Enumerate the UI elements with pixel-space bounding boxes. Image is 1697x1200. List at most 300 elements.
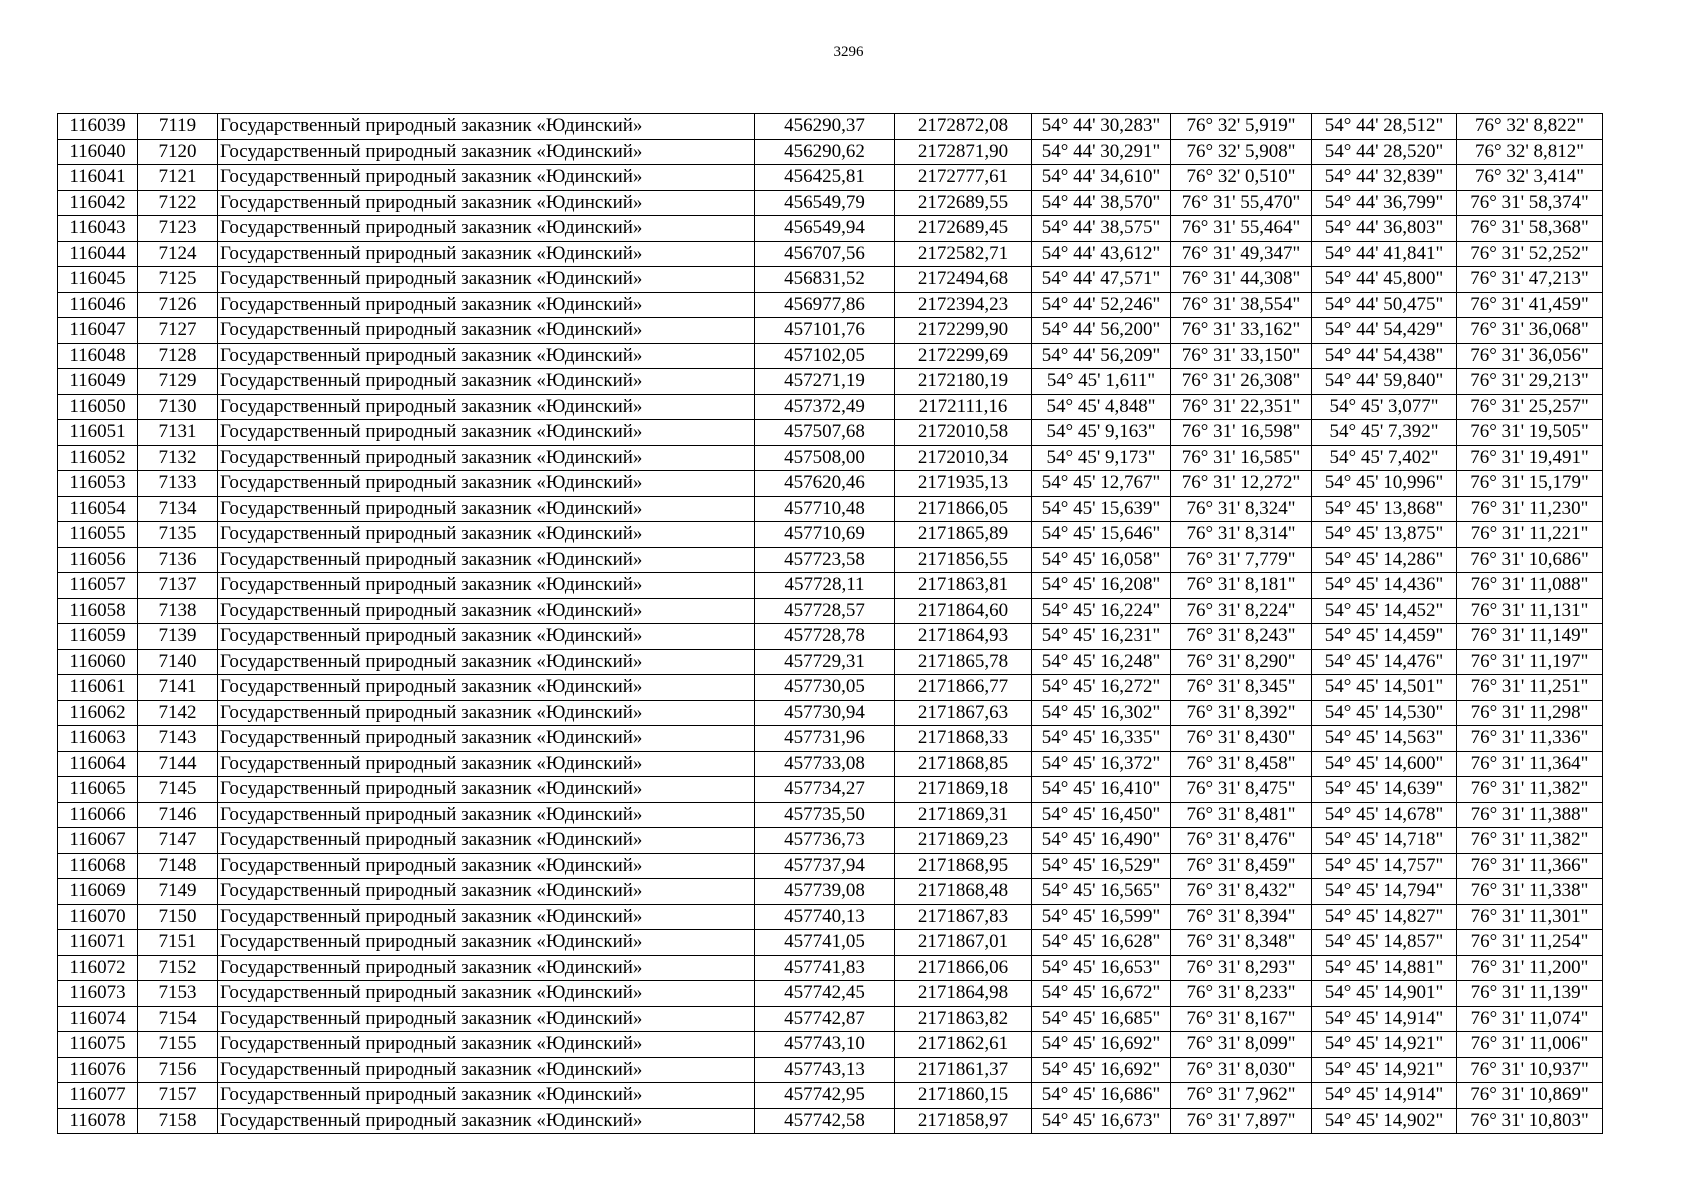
x-coordinate-cell: 456977,86 (755, 292, 895, 318)
row-id-cell: 116057 (58, 573, 138, 599)
longitude-2-cell: 76° 31' 19,505" (1457, 420, 1603, 446)
x-coordinate-cell: 457740,13 (755, 904, 895, 930)
row-id-cell: 116069 (58, 879, 138, 905)
object-name-cell: Государственный природный заказник «Юдинский» (218, 190, 755, 216)
point-number-cell: 7155 (138, 1032, 218, 1058)
row-id-cell: 116039 (58, 114, 138, 140)
y-coordinate-cell: 2171868,85 (895, 751, 1032, 777)
longitude-2-cell: 76° 31' 11,006" (1457, 1032, 1603, 1058)
latitude-2-cell: 54° 44' 32,839" (1312, 165, 1457, 191)
row-id-cell: 116049 (58, 369, 138, 395)
x-coordinate-cell: 457731,96 (755, 726, 895, 752)
latitude-2-cell: 54° 45' 14,600" (1312, 751, 1457, 777)
row-id-cell: 116078 (58, 1108, 138, 1134)
longitude-1-cell: 76° 31' 8,476" (1171, 828, 1312, 854)
object-name-cell: Государственный природный заказник «Юдинский» (218, 1057, 755, 1083)
longitude-1-cell: 76° 31' 8,167" (1171, 1006, 1312, 1032)
longitude-2-cell: 76° 31' 11,221" (1457, 522, 1603, 548)
row-id-cell: 116042 (58, 190, 138, 216)
x-coordinate-cell: 457741,05 (755, 930, 895, 956)
row-id-cell: 116054 (58, 496, 138, 522)
y-coordinate-cell: 2171864,98 (895, 981, 1032, 1007)
longitude-1-cell: 76° 32' 5,908" (1171, 139, 1312, 165)
latitude-1-cell: 54° 45' 16,686" (1032, 1083, 1171, 1109)
row-id-cell: 116053 (58, 471, 138, 497)
latitude-1-cell: 54° 45' 15,639" (1032, 496, 1171, 522)
table-row (58, 343, 1603, 369)
longitude-2-cell: 76° 31' 11,200" (1457, 955, 1603, 981)
latitude-2-cell: 54° 45' 10,996" (1312, 471, 1457, 497)
point-number-cell: 7151 (138, 930, 218, 956)
point-number-cell: 7150 (138, 904, 218, 930)
latitude-2-cell: 54° 45' 14,459" (1312, 624, 1457, 650)
table-row (58, 292, 1603, 318)
latitude-2-cell: 54° 45' 14,881" (1312, 955, 1457, 981)
object-name-cell: Государственный природный заказник «Юдинский» (218, 522, 755, 548)
table-row (58, 139, 1603, 165)
latitude-2-cell: 54° 44' 50,475" (1312, 292, 1457, 318)
longitude-2-cell: 76° 31' 25,257" (1457, 394, 1603, 420)
latitude-2-cell: 54° 45' 14,452" (1312, 598, 1457, 624)
longitude-1-cell: 76° 31' 8,233" (1171, 981, 1312, 1007)
longitude-1-cell: 76° 31' 33,162" (1171, 318, 1312, 344)
longitude-2-cell: 76° 31' 10,686" (1457, 547, 1603, 573)
row-id-cell: 116068 (58, 853, 138, 879)
row-id-cell: 116063 (58, 726, 138, 752)
latitude-1-cell: 54° 45' 16,565" (1032, 879, 1171, 905)
object-name-cell: Государственный природный заказник «Юдинский» (218, 624, 755, 650)
row-id-cell: 116071 (58, 930, 138, 956)
y-coordinate-cell: 2171861,37 (895, 1057, 1032, 1083)
x-coordinate-cell: 457743,13 (755, 1057, 895, 1083)
table-row (58, 165, 1603, 191)
longitude-2-cell: 76° 31' 11,230" (1457, 496, 1603, 522)
object-name-cell: Государственный природный заказник «Юдинский» (218, 879, 755, 905)
latitude-2-cell: 54° 45' 14,286" (1312, 547, 1457, 573)
table-row (58, 471, 1603, 497)
latitude-1-cell: 54° 45' 16,272" (1032, 675, 1171, 701)
latitude-1-cell: 54° 45' 16,653" (1032, 955, 1171, 981)
longitude-2-cell: 76° 31' 11,382" (1457, 777, 1603, 803)
object-name-cell: Государственный природный заказник «Юдинский» (218, 547, 755, 573)
x-coordinate-cell: 457723,58 (755, 547, 895, 573)
point-number-cell: 7153 (138, 981, 218, 1007)
point-number-cell: 7135 (138, 522, 218, 548)
latitude-2-cell: 54° 45' 14,914" (1312, 1083, 1457, 1109)
latitude-1-cell: 54° 45' 16,335" (1032, 726, 1171, 752)
point-number-cell: 7119 (138, 114, 218, 140)
table-row (58, 700, 1603, 726)
latitude-1-cell: 54° 45' 4,848" (1032, 394, 1171, 420)
longitude-1-cell: 76° 31' 8,432" (1171, 879, 1312, 905)
table-row (58, 1108, 1603, 1134)
x-coordinate-cell: 457733,08 (755, 751, 895, 777)
longitude-1-cell: 76° 31' 16,598" (1171, 420, 1312, 446)
longitude-2-cell: 76° 31' 10,803" (1457, 1108, 1603, 1134)
point-number-cell: 7123 (138, 216, 218, 242)
y-coordinate-cell: 2171863,81 (895, 573, 1032, 599)
longitude-1-cell: 76° 32' 0,510" (1171, 165, 1312, 191)
latitude-2-cell: 54° 45' 14,501" (1312, 675, 1457, 701)
latitude-1-cell: 54° 45' 16,224" (1032, 598, 1171, 624)
y-coordinate-cell: 2171862,61 (895, 1032, 1032, 1058)
object-name-cell: Государственный природный заказник «Юдинский» (218, 726, 755, 752)
table-row (58, 1006, 1603, 1032)
object-name-cell: Государственный природный заказник «Юдинский» (218, 267, 755, 293)
x-coordinate-cell: 457743,10 (755, 1032, 895, 1058)
latitude-2-cell: 54° 45' 14,718" (1312, 828, 1457, 854)
y-coordinate-cell: 2171868,95 (895, 853, 1032, 879)
x-coordinate-cell: 456290,37 (755, 114, 895, 140)
object-name-cell: Государственный природный заказник «Юдинский» (218, 1006, 755, 1032)
row-id-cell: 116067 (58, 828, 138, 854)
longitude-2-cell: 76° 31' 11,364" (1457, 751, 1603, 777)
y-coordinate-cell: 2172010,34 (895, 445, 1032, 471)
object-name-cell: Государственный природный заказник «Юдинский» (218, 343, 755, 369)
longitude-2-cell: 76° 31' 36,056" (1457, 343, 1603, 369)
x-coordinate-cell: 457730,94 (755, 700, 895, 726)
row-id-cell: 116064 (58, 751, 138, 777)
table-row (58, 1083, 1603, 1109)
y-coordinate-cell: 2171864,93 (895, 624, 1032, 650)
latitude-1-cell: 54° 45' 16,692" (1032, 1057, 1171, 1083)
latitude-2-cell: 54° 44' 54,438" (1312, 343, 1457, 369)
row-id-cell: 116056 (58, 547, 138, 573)
row-id-cell: 116045 (58, 267, 138, 293)
row-id-cell: 116044 (58, 241, 138, 267)
y-coordinate-cell: 2172180,19 (895, 369, 1032, 395)
object-name-cell: Государственный природный заказник «Юдинский» (218, 981, 755, 1007)
longitude-1-cell: 76° 31' 8,030" (1171, 1057, 1312, 1083)
table-body (58, 114, 1603, 1134)
latitude-2-cell: 54° 45' 7,402" (1312, 445, 1457, 471)
latitude-1-cell: 54° 45' 16,410" (1032, 777, 1171, 803)
object-name-cell: Государственный природный заказник «Юдинский» (218, 420, 755, 446)
table-row (58, 828, 1603, 854)
longitude-1-cell: 76° 31' 7,962" (1171, 1083, 1312, 1109)
x-coordinate-cell: 457102,05 (755, 343, 895, 369)
x-coordinate-cell: 457710,69 (755, 522, 895, 548)
y-coordinate-cell: 2171867,01 (895, 930, 1032, 956)
latitude-1-cell: 54° 45' 16,599" (1032, 904, 1171, 930)
latitude-2-cell: 54° 44' 36,799" (1312, 190, 1457, 216)
table-row (58, 496, 1603, 522)
object-name-cell: Государственный природный заказник «Юдинский» (218, 853, 755, 879)
point-number-cell: 7144 (138, 751, 218, 777)
latitude-1-cell: 54° 44' 30,291" (1032, 139, 1171, 165)
latitude-2-cell: 54° 45' 14,914" (1312, 1006, 1457, 1032)
row-id-cell: 116043 (58, 216, 138, 242)
longitude-1-cell: 76° 31' 8,345" (1171, 675, 1312, 701)
x-coordinate-cell: 457372,49 (755, 394, 895, 420)
longitude-1-cell: 76° 31' 26,308" (1171, 369, 1312, 395)
latitude-2-cell: 54° 44' 36,803" (1312, 216, 1457, 242)
x-coordinate-cell: 456425,81 (755, 165, 895, 191)
latitude-1-cell: 54° 44' 56,209" (1032, 343, 1171, 369)
table-row (58, 598, 1603, 624)
longitude-2-cell: 76° 31' 11,197" (1457, 649, 1603, 675)
x-coordinate-cell: 456831,52 (755, 267, 895, 293)
table-row (58, 649, 1603, 675)
latitude-1-cell: 54° 44' 30,283" (1032, 114, 1171, 140)
x-coordinate-cell: 457742,58 (755, 1108, 895, 1134)
longitude-2-cell: 76° 31' 36,068" (1457, 318, 1603, 344)
longitude-2-cell: 76° 31' 29,213" (1457, 369, 1603, 395)
point-number-cell: 7134 (138, 496, 218, 522)
row-id-cell: 116070 (58, 904, 138, 930)
longitude-1-cell: 76° 31' 8,243" (1171, 624, 1312, 650)
latitude-1-cell: 54° 45' 16,248" (1032, 649, 1171, 675)
y-coordinate-cell: 2171867,63 (895, 700, 1032, 726)
point-number-cell: 7154 (138, 1006, 218, 1032)
longitude-2-cell: 76° 32' 3,414" (1457, 165, 1603, 191)
point-number-cell: 7146 (138, 802, 218, 828)
row-id-cell: 116051 (58, 420, 138, 446)
x-coordinate-cell: 456707,56 (755, 241, 895, 267)
object-name-cell: Государственный природный заказник «Юдинский» (218, 649, 755, 675)
longitude-1-cell: 76° 31' 8,392" (1171, 700, 1312, 726)
longitude-2-cell: 76° 31' 11,088" (1457, 573, 1603, 599)
longitude-2-cell: 76° 31' 11,298" (1457, 700, 1603, 726)
row-id-cell: 116055 (58, 522, 138, 548)
latitude-2-cell: 54° 45' 3,077" (1312, 394, 1457, 420)
object-name-cell: Государственный природный заказник «Юдинский» (218, 241, 755, 267)
x-coordinate-cell: 457742,87 (755, 1006, 895, 1032)
object-name-cell: Государственный природный заказник «Юдинский» (218, 777, 755, 803)
row-id-cell: 116074 (58, 1006, 138, 1032)
longitude-1-cell: 76° 32' 5,919" (1171, 114, 1312, 140)
latitude-2-cell: 54° 45' 14,794" (1312, 879, 1457, 905)
point-number-cell: 7129 (138, 369, 218, 395)
table-row (58, 394, 1603, 420)
table-row (58, 624, 1603, 650)
latitude-2-cell: 54° 45' 14,902" (1312, 1108, 1457, 1134)
x-coordinate-cell: 457742,45 (755, 981, 895, 1007)
latitude-2-cell: 54° 45' 14,757" (1312, 853, 1457, 879)
latitude-1-cell: 54° 45' 9,173" (1032, 445, 1171, 471)
longitude-2-cell: 76° 31' 47,213" (1457, 267, 1603, 293)
longitude-1-cell: 76° 31' 8,293" (1171, 955, 1312, 981)
object-name-cell: Государственный природный заказник «Юдинский» (218, 1108, 755, 1134)
longitude-2-cell: 76° 31' 19,491" (1457, 445, 1603, 471)
latitude-1-cell: 54° 44' 38,570" (1032, 190, 1171, 216)
row-id-cell: 116040 (58, 139, 138, 165)
x-coordinate-cell: 457101,76 (755, 318, 895, 344)
table-row (58, 114, 1603, 140)
latitude-1-cell: 54° 45' 16,490" (1032, 828, 1171, 854)
longitude-2-cell: 76° 31' 11,382" (1457, 828, 1603, 854)
point-number-cell: 7149 (138, 879, 218, 905)
y-coordinate-cell: 2172689,55 (895, 190, 1032, 216)
latitude-1-cell: 54° 45' 16,058" (1032, 547, 1171, 573)
latitude-1-cell: 54° 45' 12,767" (1032, 471, 1171, 497)
point-number-cell: 7133 (138, 471, 218, 497)
y-coordinate-cell: 2172111,16 (895, 394, 1032, 420)
coordinates-table (57, 113, 1603, 1134)
row-id-cell: 116052 (58, 445, 138, 471)
longitude-2-cell: 76° 31' 11,149" (1457, 624, 1603, 650)
row-id-cell: 116047 (58, 318, 138, 344)
point-number-cell: 7125 (138, 267, 218, 293)
object-name-cell: Государственный природный заказник «Юдинский» (218, 369, 755, 395)
table-row (58, 726, 1603, 752)
point-number-cell: 7143 (138, 726, 218, 752)
table-row (58, 267, 1603, 293)
x-coordinate-cell: 457741,83 (755, 955, 895, 981)
longitude-1-cell: 76° 31' 8,475" (1171, 777, 1312, 803)
row-id-cell: 116060 (58, 649, 138, 675)
latitude-1-cell: 54° 45' 16,231" (1032, 624, 1171, 650)
table-row (58, 675, 1603, 701)
longitude-1-cell: 76° 31' 8,099" (1171, 1032, 1312, 1058)
object-name-cell: Государственный природный заказник «Юдинский» (218, 598, 755, 624)
longitude-1-cell: 76° 31' 55,464" (1171, 216, 1312, 242)
latitude-2-cell: 54° 44' 45,800" (1312, 267, 1457, 293)
x-coordinate-cell: 457508,00 (755, 445, 895, 471)
object-name-cell: Государственный природный заказник «Юдинский» (218, 139, 755, 165)
longitude-1-cell: 76° 31' 44,308" (1171, 267, 1312, 293)
longitude-1-cell: 76° 31' 8,348" (1171, 930, 1312, 956)
y-coordinate-cell: 2171866,06 (895, 955, 1032, 981)
x-coordinate-cell: 456290,62 (755, 139, 895, 165)
latitude-1-cell: 54° 44' 56,200" (1032, 318, 1171, 344)
point-number-cell: 7130 (138, 394, 218, 420)
longitude-1-cell: 76° 31' 16,585" (1171, 445, 1312, 471)
latitude-1-cell: 54° 44' 52,246" (1032, 292, 1171, 318)
point-number-cell: 7156 (138, 1057, 218, 1083)
point-number-cell: 7141 (138, 675, 218, 701)
y-coordinate-cell: 2171860,15 (895, 1083, 1032, 1109)
longitude-1-cell: 76° 31' 8,324" (1171, 496, 1312, 522)
latitude-1-cell: 54° 45' 16,302" (1032, 700, 1171, 726)
point-number-cell: 7157 (138, 1083, 218, 1109)
point-number-cell: 7126 (138, 292, 218, 318)
longitude-2-cell: 76° 31' 41,459" (1457, 292, 1603, 318)
latitude-1-cell: 54° 45' 16,628" (1032, 930, 1171, 956)
longitude-1-cell: 76° 31' 7,779" (1171, 547, 1312, 573)
longitude-1-cell: 76° 31' 55,470" (1171, 190, 1312, 216)
point-number-cell: 7139 (138, 624, 218, 650)
table-row (58, 1032, 1603, 1058)
latitude-1-cell: 54° 44' 47,571" (1032, 267, 1171, 293)
object-name-cell: Государственный природный заказник «Юдинский» (218, 930, 755, 956)
y-coordinate-cell: 2171867,83 (895, 904, 1032, 930)
x-coordinate-cell: 457730,05 (755, 675, 895, 701)
table-row (58, 751, 1603, 777)
latitude-1-cell: 54° 45' 1,611" (1032, 369, 1171, 395)
x-coordinate-cell: 457736,73 (755, 828, 895, 854)
point-number-cell: 7152 (138, 955, 218, 981)
table-row (58, 1057, 1603, 1083)
object-name-cell: Государственный природный заказник «Юдинский» (218, 1083, 755, 1109)
object-name-cell: Государственный природный заказник «Юдинский» (218, 573, 755, 599)
latitude-2-cell: 54° 45' 14,563" (1312, 726, 1457, 752)
row-id-cell: 116041 (58, 165, 138, 191)
object-name-cell: Государственный природный заказник «Юдинский» (218, 445, 755, 471)
longitude-2-cell: 76° 31' 52,252" (1457, 241, 1603, 267)
latitude-2-cell: 54° 45' 14,921" (1312, 1057, 1457, 1083)
y-coordinate-cell: 2171869,31 (895, 802, 1032, 828)
point-number-cell: 7145 (138, 777, 218, 803)
row-id-cell: 116062 (58, 700, 138, 726)
longitude-2-cell: 76° 31' 11,336" (1457, 726, 1603, 752)
longitude-1-cell: 76° 31' 38,554" (1171, 292, 1312, 318)
latitude-2-cell: 54° 44' 28,512" (1312, 114, 1457, 140)
row-id-cell: 116073 (58, 981, 138, 1007)
y-coordinate-cell: 2172689,45 (895, 216, 1032, 242)
longitude-1-cell: 76° 31' 8,290" (1171, 649, 1312, 675)
object-name-cell: Государственный природный заказник «Юдинский» (218, 394, 755, 420)
x-coordinate-cell: 457271,19 (755, 369, 895, 395)
point-number-cell: 7140 (138, 649, 218, 675)
longitude-1-cell: 76° 31' 22,351" (1171, 394, 1312, 420)
latitude-1-cell: 54° 44' 38,575" (1032, 216, 1171, 242)
table-row (58, 241, 1603, 267)
x-coordinate-cell: 457737,94 (755, 853, 895, 879)
longitude-2-cell: 76° 31' 11,131" (1457, 598, 1603, 624)
longitude-1-cell: 76° 31' 8,181" (1171, 573, 1312, 599)
table-row (58, 904, 1603, 930)
row-id-cell: 116061 (58, 675, 138, 701)
longitude-2-cell: 76° 31' 11,366" (1457, 853, 1603, 879)
object-name-cell: Государственный природный заказник «Юдинский» (218, 318, 755, 344)
y-coordinate-cell: 2172010,58 (895, 420, 1032, 446)
latitude-1-cell: 54° 44' 34,610" (1032, 165, 1171, 191)
latitude-2-cell: 54° 44' 59,840" (1312, 369, 1457, 395)
table-row (58, 802, 1603, 828)
row-id-cell: 116048 (58, 343, 138, 369)
latitude-2-cell: 54° 44' 54,429" (1312, 318, 1457, 344)
latitude-2-cell: 54° 45' 14,827" (1312, 904, 1457, 930)
object-name-cell: Государственный природный заказник «Юдинский» (218, 1032, 755, 1058)
x-coordinate-cell: 457734,27 (755, 777, 895, 803)
longitude-2-cell: 76° 31' 10,869" (1457, 1083, 1603, 1109)
y-coordinate-cell: 2171869,18 (895, 777, 1032, 803)
longitude-1-cell: 76° 31' 12,272" (1171, 471, 1312, 497)
y-coordinate-cell: 2171868,48 (895, 879, 1032, 905)
point-number-cell: 7132 (138, 445, 218, 471)
latitude-1-cell: 54° 45' 16,692" (1032, 1032, 1171, 1058)
y-coordinate-cell: 2171868,33 (895, 726, 1032, 752)
table-row (58, 547, 1603, 573)
y-coordinate-cell: 2172871,90 (895, 139, 1032, 165)
latitude-1-cell: 54° 45' 16,673" (1032, 1108, 1171, 1134)
y-coordinate-cell: 2171858,97 (895, 1108, 1032, 1134)
latitude-2-cell: 54° 45' 14,857" (1312, 930, 1457, 956)
row-id-cell: 116046 (58, 292, 138, 318)
object-name-cell: Государственный природный заказник «Юдинский» (218, 675, 755, 701)
row-id-cell: 116065 (58, 777, 138, 803)
object-name-cell: Государственный природный заказник «Юдинский» (218, 751, 755, 777)
latitude-1-cell: 54° 45' 16,372" (1032, 751, 1171, 777)
object-name-cell: Государственный природный заказник «Юдинский» (218, 292, 755, 318)
point-number-cell: 7147 (138, 828, 218, 854)
x-coordinate-cell: 457728,11 (755, 573, 895, 599)
longitude-1-cell: 76° 31' 8,394" (1171, 904, 1312, 930)
table-row (58, 777, 1603, 803)
latitude-2-cell: 54° 45' 14,901" (1312, 981, 1457, 1007)
table-row (58, 190, 1603, 216)
table-row (58, 369, 1603, 395)
row-id-cell: 116072 (58, 955, 138, 981)
y-coordinate-cell: 2171865,89 (895, 522, 1032, 548)
y-coordinate-cell: 2172394,23 (895, 292, 1032, 318)
x-coordinate-cell: 457507,68 (755, 420, 895, 446)
longitude-2-cell: 76° 31' 58,368" (1457, 216, 1603, 242)
y-coordinate-cell: 2172872,08 (895, 114, 1032, 140)
x-coordinate-cell: 457735,50 (755, 802, 895, 828)
table-row (58, 853, 1603, 879)
